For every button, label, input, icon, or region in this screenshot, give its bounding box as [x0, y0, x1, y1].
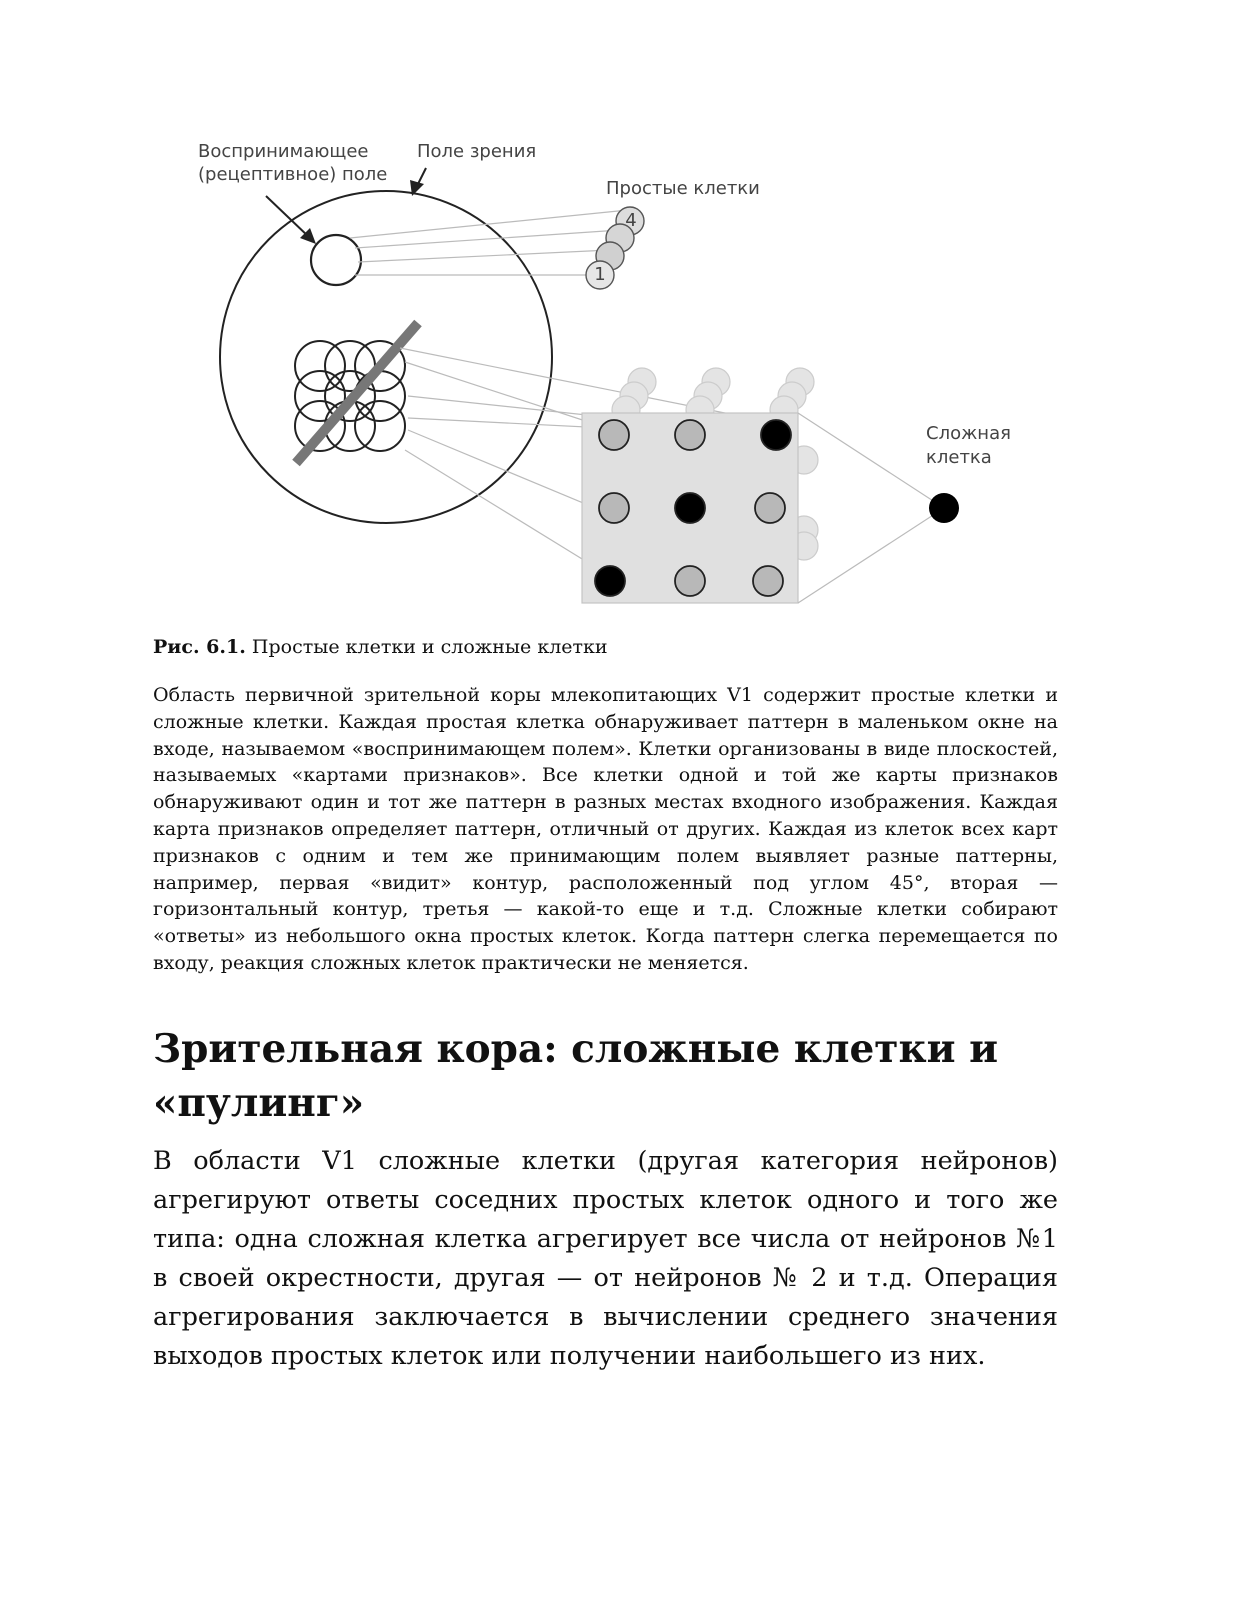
receptive-field-label-line2: (рецептивное) поле [198, 164, 388, 185]
visual-field-label: Поле зрения [417, 141, 537, 162]
simple-cells-label: Простые клетки [606, 178, 760, 199]
body-paragraph-2: В области V1 сложные клетки (другая категория нейронов) агрегируют ответы соседних простых клеток одного и того же типа: одна сложная клетка агрегирует все числа от нейронов №1 в своей окрестности, другая — от нейронов № 2 и т.д. Операция агрегирования заключается в вычислении среднего значения выходов простых клеток или получении наибольшего из них. [153, 1146, 1058, 1371]
figure-simple-complex-cells [150, 130, 1050, 610]
complex-cell [929, 493, 959, 523]
section-heading: Зрительная кора: сложные клетки и «пулинг» [153, 1026, 999, 1126]
complex-cell-label-line1: Сложная [926, 423, 1011, 444]
caption-text: Простые клетки и сложные клетки [251, 636, 608, 658]
visual-field-arrow [410, 168, 426, 196]
receptive-field-circle [311, 235, 361, 285]
receptive-to-simple-lines [350, 210, 628, 275]
body-paragraph-1: Область первичной зрительной коры млекопитающих V1 содержит простые клетки и сложные клетки. Каждая простая клетка обнаруживает паттерн в маленьком окне на входе, называемом «воспринимающем полем». Клетки организованы в виде плоскостей, называемых «картами признаков». Все клетки одной и той же карты признаков обнаруживают один и тот же паттерн в разных местах входного изображения. Каждая карта признаков определяет паттерн, отличный от других. Каждая из клеток всех карт признаков с одним и тем же принимающим полем выявляет разные паттерны, например, первая «видит» контур, расположенный под углом 45°, вторая — горизонтальный контур, третья — какой-то еще и т.д. Сложные клетки собирают «ответы» из небольшого окна простых клеток. Когда паттерн слегка перемещается по входу, реакция сложных клеток практически не меняется. [153, 684, 1058, 974]
caption-label: Рис. 6.1. [153, 636, 246, 658]
figure-caption [153, 633, 1073, 661]
simple-cell-1-label: 1 [594, 264, 606, 285]
figure-diagram [150, 130, 1050, 610]
complex-cell-label-line2: клетка [926, 447, 992, 468]
receptive-field-label-line1: Воспринимающее [198, 141, 369, 162]
map-to-complex-lines [798, 413, 944, 603]
simple-cell-4-label: 4 [625, 210, 637, 231]
receptive-field-arrow [266, 196, 316, 244]
